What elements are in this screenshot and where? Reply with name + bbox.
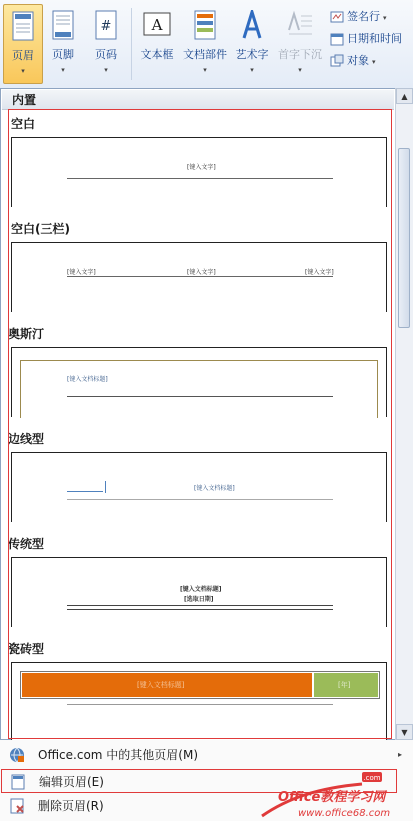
submenu-arrow-icon: ▸: [398, 750, 403, 759]
accent-rule: [67, 491, 103, 492]
year-tile: [314, 673, 378, 697]
header-gallery: [0, 88, 413, 740]
svg-text:.com: .com: [363, 774, 381, 782]
title-tile: [22, 673, 312, 697]
placeholder-text: [键入文字]: [187, 269, 216, 276]
chevron-down-icon: ▾: [21, 67, 25, 75]
header-icon: [12, 11, 34, 41]
header-rule: [67, 605, 333, 606]
quick-parts-button-label: 文档部件: [183, 48, 227, 61]
header-button-label: 页眉: [12, 49, 34, 62]
object-button[interactable]: [330, 52, 376, 70]
signature-icon: [330, 10, 344, 24]
placeholder-text: [年]: [338, 681, 351, 689]
placeholder-text: [选取日期]: [184, 596, 214, 603]
dropcap-button[interactable]: [274, 4, 326, 82]
edit-header-icon: [10, 774, 26, 790]
footer-button-label: 页脚: [52, 48, 74, 61]
wordart-button-label: 艺术字: [235, 48, 269, 61]
textbox-icon: [143, 10, 171, 38]
object-icon: [330, 54, 344, 68]
chevron-down-icon: ▾: [104, 66, 108, 74]
gallery-item-blank[interactable]: [11, 137, 387, 207]
chevron-down-icon: ▾: [383, 14, 387, 22]
chevron-down-icon: ▾: [372, 58, 376, 66]
gallery-item-title: 传统型: [8, 537, 45, 551]
header-rule: [67, 704, 333, 705]
site-watermark-logo: [258, 770, 413, 821]
header-button[interactable]: [3, 4, 43, 84]
chevron-down-icon: ▾: [298, 66, 302, 74]
date-time-button[interactable]: [330, 30, 402, 48]
quick-parts-icon: [193, 10, 217, 40]
signature-line-label: 签名行: [347, 10, 380, 23]
placeholder-text: [键入文档标题]: [137, 681, 185, 689]
gallery-item-sideline[interactable]: [11, 452, 387, 522]
chevron-down-icon: ▾: [203, 66, 207, 74]
menu-item-more-headers[interactable]: [0, 743, 413, 767]
page-number-button[interactable]: [86, 4, 126, 82]
gallery-item-title: 边线型: [8, 432, 45, 446]
gallery-section-title: 内置: [2, 90, 394, 110]
menu-item-label: 删除页眉(R): [38, 799, 104, 813]
svg-text:A: A: [151, 16, 163, 34]
signature-line-button[interactable]: [330, 8, 387, 26]
calendar-icon: [330, 32, 344, 46]
header-rule: [67, 178, 333, 179]
header-rule: [67, 609, 333, 610]
header-rule: [67, 499, 333, 500]
header-rule: [67, 276, 333, 277]
chevron-down-icon: ▾: [61, 66, 65, 74]
date-time-label: 日期和时间: [347, 32, 402, 45]
menu-item-label: Office.com 中的其他页眉(M): [38, 748, 199, 762]
gallery-item-title: 空白(三栏): [11, 222, 70, 236]
placeholder-text: [键入文档标题]: [180, 586, 222, 593]
gallery-item-title: 奥斯汀: [8, 327, 45, 341]
placeholder-text: [键入文档标题]: [67, 376, 108, 383]
svg-text:www.office68.com: www.office68.com: [298, 808, 391, 819]
scroll-thumb[interactable]: [398, 148, 410, 328]
ribbon-insert-group: [0, 0, 413, 89]
page-number-icon: [95, 10, 117, 40]
placeholder-text: [键入文档标题]: [194, 485, 235, 492]
page-number-button-label: 页码: [95, 48, 117, 61]
chevron-down-icon: ▾: [250, 66, 254, 74]
quick-parts-button[interactable]: [180, 4, 230, 82]
textbox-button-label: 文本框: [140, 48, 174, 61]
gallery-item-title: 空白: [11, 117, 36, 131]
menu-item-label: 编辑页眉(E): [39, 775, 104, 789]
dropcap-icon: [287, 10, 313, 40]
footer-button[interactable]: [44, 4, 82, 82]
placeholder-text: [键入文字]: [305, 269, 334, 276]
wordart-button[interactable]: [232, 4, 272, 82]
textbox-button[interactable]: [136, 4, 178, 82]
dropcap-button-label: 首字下沉: [278, 48, 322, 61]
gallery-item-blank-three-column[interactable]: [11, 242, 387, 312]
placeholder-text: [键入文字]: [67, 269, 96, 276]
gallery-scrollbar[interactable]: [395, 88, 413, 740]
office-globe-icon: [9, 747, 25, 763]
gallery-item-austin[interactable]: [11, 347, 387, 417]
sideline-bar: [105, 481, 106, 493]
svg-text:Office教程学习网: Office教程学习网: [278, 790, 386, 805]
gallery-item-title: 瓷砖型: [8, 642, 45, 656]
header-rule: [67, 396, 333, 397]
object-label: 对象: [347, 54, 369, 67]
remove-header-icon: [9, 798, 25, 814]
gallery-item-tiles[interactable]: [11, 662, 387, 741]
scroll-down-icon[interactable]: ▼: [396, 724, 413, 740]
austin-frame: [20, 360, 378, 418]
footer-icon: [52, 10, 74, 40]
ribbon-separator: [131, 8, 132, 80]
gallery-item-traditional[interactable]: [11, 557, 387, 627]
svg-text:#: #: [100, 19, 112, 34]
placeholder-text: [键入文字]: [187, 164, 216, 171]
scroll-up-icon[interactable]: ▲: [396, 88, 413, 104]
wordart-icon: [240, 10, 264, 40]
